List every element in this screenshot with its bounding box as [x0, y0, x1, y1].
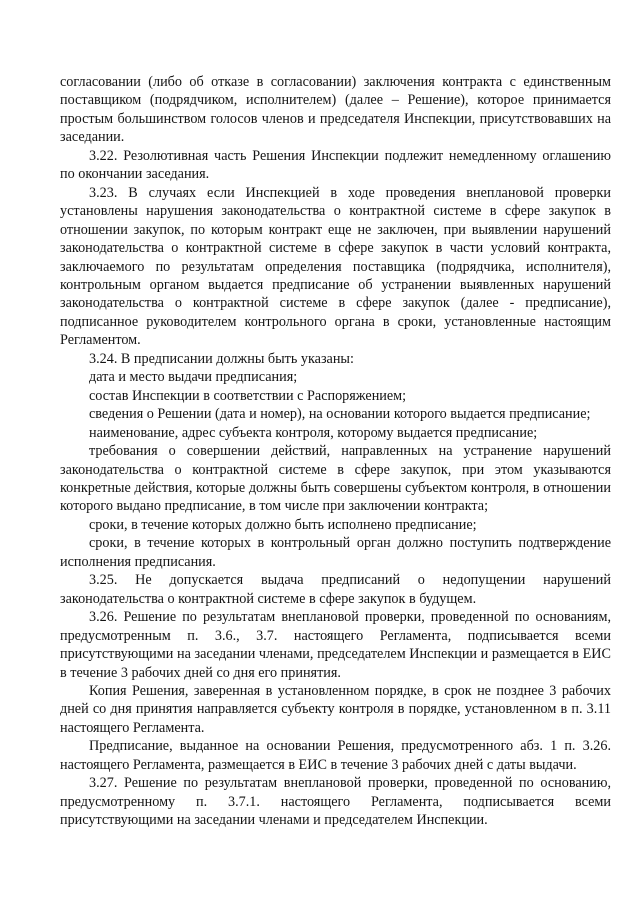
- paragraph-3-24: 3.24. В предписании должны быть указаны:: [89, 350, 354, 367]
- paragraph-prescription-publication: Предписание, выданное на основании Решения, предусмотренного абз. 1 п. 3.26. настоящего Регламента, размещается в ЕИС в течение 3 рабочих дней с даты выдачи.: [60, 738, 611, 773]
- list-item-requirements: требования о совершении действий, направленных на устранение нарушений законодательства о контрактной системе в сфере закупок, при этом указываются конкретные действия, которые должны быть совершены субъектом контроля, в отношении которого выдано предписание, в том числе при заключении контракта;: [60, 443, 611, 515]
- document-body: [60, 73, 611, 830]
- paragraph-continuation: согласовании (либо об отказе в согласовании) заключения контракта с единственным поставщиком (подрядчиком, исполнителем) (далее – Решение), которое принимается простым большинством голосов членов и председателя Инспекции, присутствовавших на заседании.: [60, 74, 611, 146]
- paragraph-3-25: 3.25. Не допускается выдача предписаний о недопущении нарушений законодательства о контрактной системе в сфере закупок в будущем.: [60, 572, 611, 607]
- paragraph-3-22: 3.22. Резолютивная часть Решения Инспекции подлежит немедленному оглашению по окончании заседания.: [60, 147, 611, 183]
- list-item-subject-name: наименование, адрес субъекта контроля, которому выдается предписание;: [89, 424, 538, 441]
- paragraph-3-26: 3.26. Решение по результатам внеплановой проверки, проведенной по основаниям, предусмотренным п. 3.6., 3.7. настоящего Регламента, подписывается всеми присутствующими на заседании членами, председателем Инспекции и размещается в ЕИС в течение 3 рабочих дней со дня его принятия.: [60, 609, 611, 681]
- list-item-date-place: дата и место выдачи предписания;: [89, 369, 298, 386]
- paragraph-3-23: 3.23. В случаях если Инспекцией в ходе проведения внеплановой проверки установлены нарушения законодательства о контрактной системе в сфере закупок в отношении закупок, по которым контракт еще не заключен, при выявлении нарушений законодательства о контрактной системе в сфере закупок в части условий контракта, заключаемого по результатам определения поставщика (подрядчика, исполнителя), контрольным органом выдается предписание об устранении выявленных нарушений законодательства о контрактной системе в сфере закупок (далее - предписание), подписанное руководителем контрольного органа в сроки, установленные настоящим Регламентом.: [60, 184, 611, 349]
- paragraph-3-27: 3.27. Решение по результатам внеплановой проверки, проведенной по основанию, предусмотренному п. 3.7.1. настоящего Регламента, подписывается всеми присутствующими на заседании членами и председателем Инспекции.: [60, 775, 611, 829]
- paragraph-decision-copy: Копия Решения, заверенная в установленном порядке, в срок не позднее 3 рабочих дней со дня принятия направляется субъекту контроля в порядке, установленном в п. 3.11 настоящего Регламента.: [60, 682, 611, 736]
- list-item-deadline-execution: сроки, в течение которых должно быть исполнено предписание;: [89, 516, 477, 533]
- list-item-deadline-confirmation: сроки, в течение которых в контрольный орган должно поступить подтверждение исполнения предписания.: [60, 535, 611, 570]
- list-item-decision-info: сведения о Решении (дата и номер), на основании которого выдается предписание;: [89, 406, 591, 423]
- list-item-inspection-composition: состав Инспекции в соответствии с Распоряжением;: [89, 387, 407, 404]
